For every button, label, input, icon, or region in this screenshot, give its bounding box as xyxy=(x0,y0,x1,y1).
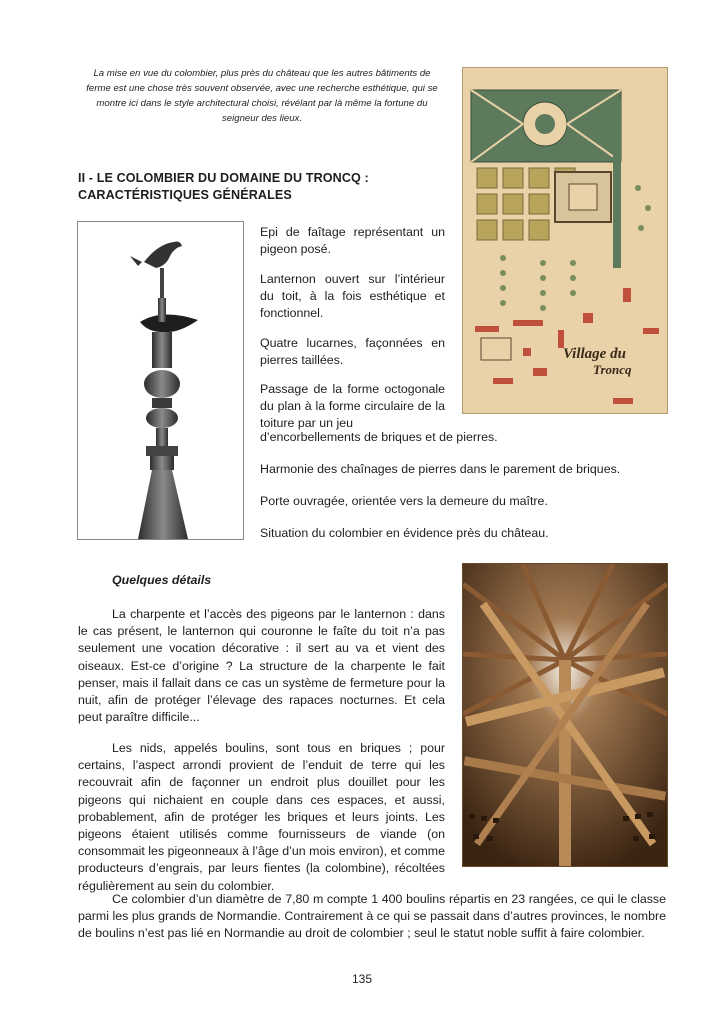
finial-photo xyxy=(77,221,244,540)
section-heading xyxy=(78,170,378,204)
subheading-details: Quelques détails xyxy=(112,573,212,587)
section-heading-line2: CARACTÉRISTIQUES GÉNÉRALES xyxy=(78,188,292,202)
roof-frame-photo xyxy=(462,563,668,867)
feature-situation: Situation du colombier en évidence près du château. xyxy=(260,526,549,540)
historical-map-image xyxy=(462,67,668,414)
feature-encorbellements: d’encorbellements de briques et de pierres. xyxy=(260,430,498,444)
paragraph-diametre: Ce colombier d’un diamètre de 7,80 m compte 1 400 boulins répartis en 23 rangées, ce qui le classe parmi les plus grands de Normandie. Contrairement à ce qui se passait dans d’autres provinces, le nombre de boulins n’est pas lié en Normandie au droit de colombier ; seul le statut noble suffit à faire colombier. xyxy=(78,892,666,941)
feature-porte: Porte ouvragée, orientée vers la demeure du maître. xyxy=(260,494,548,508)
map-label-village: Village du xyxy=(563,346,626,362)
map-label-troncq: Troncq xyxy=(593,362,632,377)
feature-lucarnes: Quatre lucarnes, façonnées en pierres taillées. xyxy=(260,336,445,367)
feature-lanternon: Lanternon ouvert sur l’intérieur du toit, à la fois esthétique et fonctionnel. xyxy=(260,272,445,320)
section-heading-line1: II - LE COLOMBIER DU DOMAINE DU TRONCQ : xyxy=(78,171,369,185)
photo-caption: La mise en vue du colombier, plus près du château que les autres bâtiments de ferme est une chose très souvent observée, avec une recherche esthétique, qui se montre ici dans le style architectural choisi, révélant par là même la fortune du seigneur des lieux. xyxy=(86,68,438,124)
paragraph-charpente: La charpente et l’accès des pigeons par le lanternon : dans le cas présent, le lanternon qui couronne le faîte du toit n’a pas seulement une vocation décorative : il sert au va et vient des oiseaux. Est-ce d’origine ? La structure de la charpente le fait penser, mais il fallait dans ce cas un système de fermeture pour la nuit, afin de protéger l’élevage des rapaces nocturnes. Et cela peut paraître difficile... xyxy=(78,607,445,725)
page-number: 135 xyxy=(351,972,373,986)
paragraph-boulins: Les nids, appelés boulins, sont tous en briques ; pour certains, l’aspect arrondi provient de l’enduit de terre qui les recouvrait afin de façonner un endroit plus douillet pour les pigeons qui nichaient en couple dans ces espaces, et aussi, probablement, afin de protéger les briques et leurs joints. Les pigeons étaient utilisés comme fournisseurs de viande (on consommait les pigeonneaux à l’âge d’un mois environ), et comme producteurs d’engrais, par leurs fientes (la colombine), récoltées régulièrement au sein du colombier. xyxy=(78,741,445,893)
feature-passage-forme: Passage de la forme octogonale du plan à la forme circulaire de la toiture par un jeu xyxy=(260,382,445,430)
feature-epi-faitage: Epi de faîtage représentant un pigeon posé. xyxy=(260,225,445,256)
feature-chainages: Harmonie des chaînages de pierres dans le parement de briques. xyxy=(260,462,621,476)
